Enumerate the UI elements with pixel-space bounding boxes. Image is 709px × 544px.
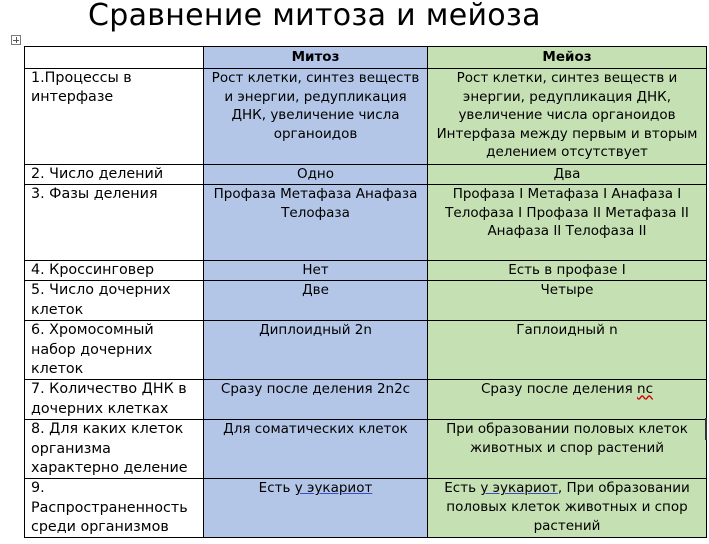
table-row	[25, 69, 707, 165]
mitosis-cell: Сразу после деления 2n2c	[204, 380, 428, 420]
mitosis-cell: Две	[204, 281, 428, 321]
meiosis-text: Есть	[444, 480, 481, 497]
mitosis-cell: Диплоидный 2n	[204, 321, 428, 380]
row-label: 9. Распространенность среди организмов	[25, 479, 204, 538]
row-label: 2. Число делений	[25, 165, 204, 185]
meiosis-cell	[428, 479, 707, 538]
meiosis-text: Сразу после деления	[480, 381, 638, 398]
table-row	[25, 261, 707, 281]
meiosis-cell: Рост клетки, синтез веществ и энергии, редупликация ДНК, увеличение числа органоидов Интерфаза между первым и вторым делением отсутствует	[428, 69, 707, 165]
table-row	[25, 420, 707, 479]
meiosis-cell: Четыре	[428, 281, 707, 321]
row-label: 7. Количество ДНК в дочерних клетках	[25, 380, 204, 420]
table-row	[25, 185, 707, 261]
table-row	[25, 321, 707, 380]
table-row	[25, 165, 707, 185]
row-label: 3. Фазы деления	[25, 185, 204, 261]
mitosis-cell: Нет	[204, 261, 428, 281]
table-row	[25, 281, 707, 321]
mitosis-cell: Одно	[204, 165, 428, 185]
spellcheck-flagged-text[interactable]: nc	[637, 381, 654, 398]
mitosis-text: Есть	[258, 480, 295, 497]
meiosis-cell: При образовании половых клеток животных и спор растений	[428, 420, 707, 479]
header-mitosis: Митоз	[204, 47, 428, 69]
grammar-flagged-text[interactable]: у эукариот	[480, 480, 558, 497]
table-row	[25, 479, 707, 538]
meiosis-cell: Гаплоидный n	[428, 321, 707, 380]
row-label: 1.Процессы в интерфазе	[25, 69, 204, 165]
table-row	[25, 380, 707, 420]
meiosis-text-suffix: , При образовании половых клеток животных и спор растений	[446, 480, 690, 534]
header-meiosis: Мейоз	[428, 47, 707, 69]
meiosis-cell: Два	[428, 165, 707, 185]
mitosis-cell	[204, 479, 428, 538]
meiosis-cell: Профаза I Метафаза I Анафаза I Телофаза I Профаза II Метафаза II Анафаза II Телофаза II	[428, 185, 707, 261]
row-label: 6. Хромосомный набор дочерних клеток	[25, 321, 204, 380]
mitosis-cell: Рост клетки, синтез веществ и энергии, редупликация ДНК, увеличение числа органоидов	[204, 69, 428, 165]
header-empty-cell	[25, 47, 204, 69]
table-header-row	[25, 47, 707, 69]
meiosis-cell: Есть в профазе I	[428, 261, 707, 281]
comparison-table	[24, 46, 707, 538]
slide-title: Сравнение митоза и мейоза	[88, 0, 541, 33]
mitosis-cell: Профаза Метафаза Анафаза Телофаза	[204, 185, 428, 261]
row-label: 5. Число дочерних клеток	[25, 281, 204, 321]
mitosis-cell: Для соматических клеток	[204, 420, 428, 479]
meiosis-cell	[428, 380, 707, 420]
row-label: 8. Для каких клеток организма характерно деление	[25, 420, 204, 479]
grammar-flagged-text[interactable]: у эукариот	[294, 480, 373, 497]
table-move-handle-icon[interactable]	[11, 35, 21, 45]
row-label: 4. Кроссинговер	[25, 261, 204, 281]
cursor-edge-marker	[705, 418, 707, 440]
